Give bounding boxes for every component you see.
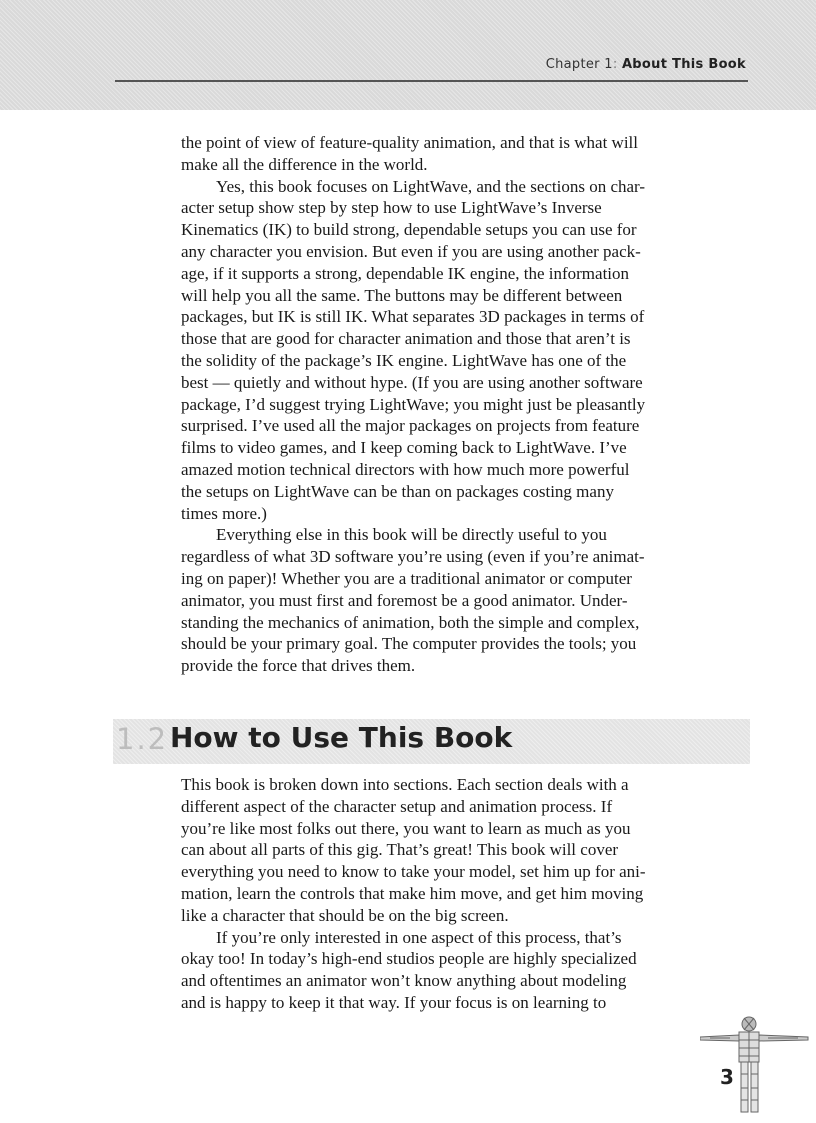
text-line: regardless of what 3D software you’re using (even if you’re animat- (181, 547, 645, 567)
text-line: If you’re only interested in one aspect of this process, that’s (216, 927, 622, 947)
text-line: everything you need to know to take your model, set him up for ani- (181, 862, 646, 882)
text-line: This book is broken down into sections. Each section deals with a (181, 775, 629, 794)
text-line: ing on paper)! Whether you are a traditional animator or computer (181, 568, 632, 588)
header-rule (115, 80, 748, 82)
section-title: How to Use This Book (170, 721, 513, 754)
text-line: best — quietly and without hype. (If you are using another software (181, 372, 643, 392)
text-line: okay too! In today’s high-end studios people are highly specialized (181, 949, 637, 969)
text-line: package, I’d suggest trying LightWave; you might just be pleasantly (181, 394, 646, 414)
chapter-title: About This Book (621, 57, 746, 72)
page-number: 3 (720, 1065, 734, 1089)
text-line: should be your primary goal. The computer provides the tools; you (181, 634, 637, 654)
text-line: Everything else in this book will be directly useful to you (216, 525, 607, 545)
text-line: surprised. I’ve used all the major packages on projects from feature (181, 416, 640, 436)
wireframe-character-figure-icon (700, 1010, 810, 1116)
intro-text-block (181, 132, 751, 677)
section-number: 1.2 (116, 722, 169, 756)
text-line: Yes, this book focuses on LightWave, and the sections on char- (216, 176, 646, 196)
text-line: the solidity of the package’s IK engine. LightWave has one of the (181, 350, 627, 370)
text-line: standing the mechanics of animation, both the simple and complex, (181, 612, 640, 632)
text-line: provide the force that drives them. (181, 656, 416, 676)
text-line: acter setup show step by step how to use LightWave’s Inverse (181, 198, 602, 218)
text-line: mation, learn the controls that make him move, and get him moving (181, 883, 644, 903)
section-text-block (181, 774, 751, 1014)
text-line: like a character that should be on the big screen. (181, 905, 509, 925)
text-line: will help you all the same. The buttons may be different between (181, 285, 623, 305)
text-line: you’re like most folks out there, you want to learn as much as you (181, 818, 631, 838)
chapter-prefix: Chapter 1 (545, 57, 613, 72)
text-line: make all the difference in the world. (181, 154, 428, 174)
text-line: the point of view of feature-quality animation, and that is what will (181, 133, 638, 152)
running-header (546, 57, 746, 72)
text-line: and is happy to keep it that way. If your focus is on learning to (181, 992, 607, 1012)
text-line: animator, you must first and foremost be a good animator. Under- (181, 590, 628, 610)
text-line: and oftentimes an animator won’t know anything about modeling (181, 971, 627, 991)
text-line: any character you envision. But even if you are using another pack- (181, 241, 641, 261)
text-line: amazed motion technical directors with how much more powerful (181, 459, 630, 479)
text-line: films to video games, and I keep coming back to LightWave. I’ve (181, 438, 627, 458)
text-line: age, if it supports a strong, dependable IK engine, the information (181, 263, 630, 283)
text-line: those that are good for character animation and those that aren’t is (181, 329, 631, 349)
text-line: times more.) (181, 503, 267, 523)
text-line: packages, but IK is still IK. What separates 3D packages in terms of (181, 307, 645, 327)
text-line: can about all parts of this gig. That’s great! This book will cover (181, 840, 619, 860)
page-header (0, 0, 816, 110)
text-line: different aspect of the character setup and animation process. If (181, 796, 613, 816)
text-line: the setups on LightWave can be than on packages costing many (181, 481, 614, 501)
chapter-separator: : (612, 57, 618, 72)
text-line: Kinematics (IK) to build strong, dependable setups you can use for (181, 220, 637, 240)
